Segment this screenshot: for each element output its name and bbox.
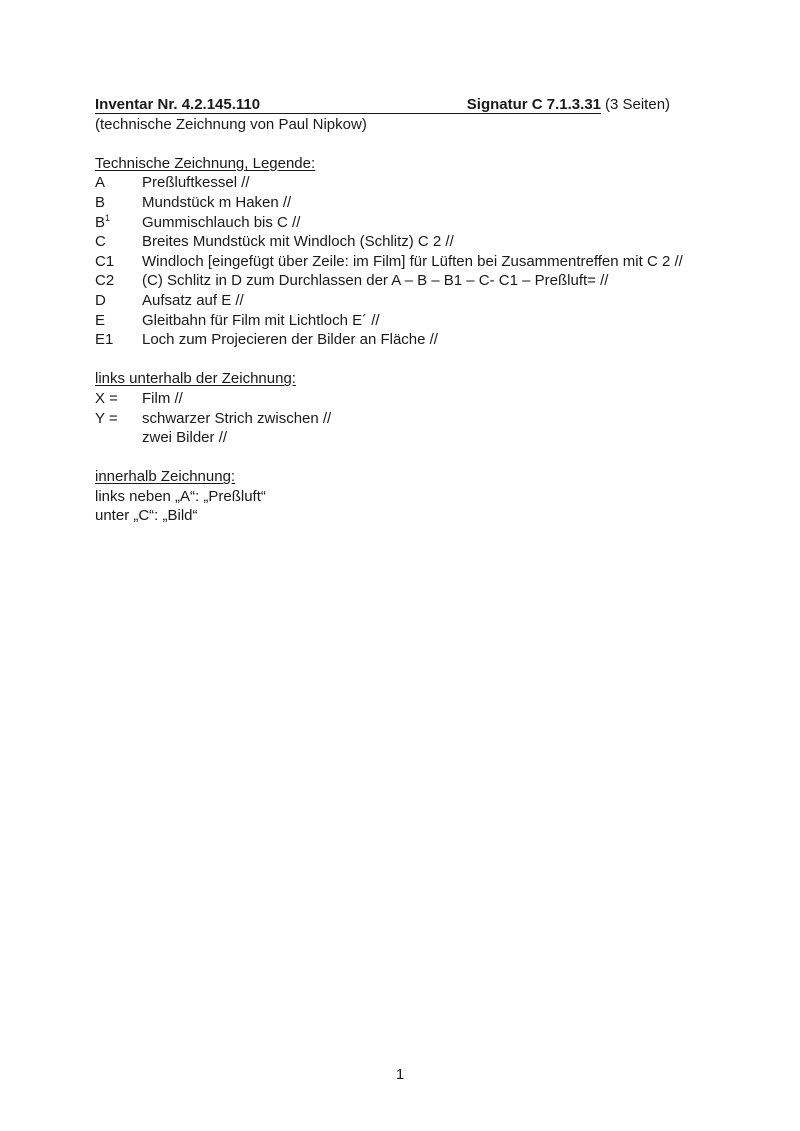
legend-key: C1 <box>95 252 115 270</box>
legend-item <box>95 271 715 291</box>
spacer <box>95 350 715 370</box>
inside-drawing-title: innerhalb Zeichnung: <box>95 468 236 486</box>
legend-key-superscript: 1 <box>105 212 111 223</box>
legend-text: Gummischlauch bis C // <box>142 213 301 231</box>
below-drawing-text: zwei Bilder // <box>142 429 228 447</box>
legend-text: (C) Schlitz in D zum Durchlassen der A – B – B1 – C- C1 – Preßluft= // <box>142 272 609 290</box>
legend-item <box>95 330 715 350</box>
legend-key: C <box>95 233 106 251</box>
legend-item <box>95 193 715 213</box>
below-drawing-key: Y = <box>95 409 118 427</box>
inventory-number: Inventar Nr. 4.2.145.110 <box>95 96 261 113</box>
legend-title: Technische Zeichnung, Legende: <box>95 154 316 172</box>
spacer <box>95 134 715 154</box>
legend-key: D <box>95 291 106 309</box>
legend-item <box>95 252 715 272</box>
below-drawing-key <box>95 428 142 448</box>
document-page <box>95 95 715 526</box>
below-drawing-list <box>95 389 715 448</box>
below-drawing-item <box>95 428 715 448</box>
inside-drawing-line: links neben „A“: „Preßluft“ <box>95 487 266 505</box>
signature: Signatur C 7.1.3.31 <box>466 96 601 113</box>
header-underlined-block <box>95 96 601 114</box>
below-drawing-item <box>95 409 715 429</box>
legend-key: E1 <box>95 331 114 349</box>
below-drawing-item <box>95 389 715 409</box>
pages-note: (3 Seiten) <box>605 96 671 113</box>
below-drawing-key: X = <box>95 389 118 407</box>
page-number: 1 <box>395 1066 405 1083</box>
legend-text: Aufsatz auf E // <box>142 291 244 309</box>
below-drawing-title: links unterhalb der Zeichnung: <box>95 370 296 388</box>
legend-key: E <box>95 311 106 329</box>
legend-key: A <box>95 174 106 192</box>
spacer <box>95 448 715 468</box>
legend-text: Preßluftkessel // <box>142 174 250 192</box>
legend-key: C2 <box>95 272 115 290</box>
legend-text: Breites Mundstück mit Windloch (Schlitz) C 2 // <box>142 233 454 251</box>
inside-drawing-line: unter „C“: „Bild“ <box>95 507 198 525</box>
below-drawing-text: schwarzer Strich zwischen // <box>142 409 332 427</box>
legend-text: Mundstück m Haken // <box>142 193 292 211</box>
legend-key: $B^1$ <box>95 212 111 231</box>
legend-item <box>95 173 715 193</box>
legend-list <box>95 173 715 349</box>
legend-text: Loch zum Projecieren der Bilder an Fläche // <box>142 331 438 349</box>
document-header <box>95 95 715 115</box>
legend-text: Gleitbahn für Film mit Lichtloch E´ // <box>142 311 380 329</box>
legend-item <box>95 213 715 233</box>
legend-key: B <box>95 193 106 211</box>
legend-item <box>95 311 715 331</box>
legend-item <box>95 232 715 252</box>
legend-item <box>95 291 715 311</box>
legend-text: Windloch [eingefügt über Zeile: im Film] für Lüften bei Zusammentreffen mit C 2 // <box>142 252 683 270</box>
below-drawing-text: Film // <box>142 389 183 407</box>
document-subtitle: (technische Zeichnung von Paul Nipkow) <box>95 115 367 133</box>
